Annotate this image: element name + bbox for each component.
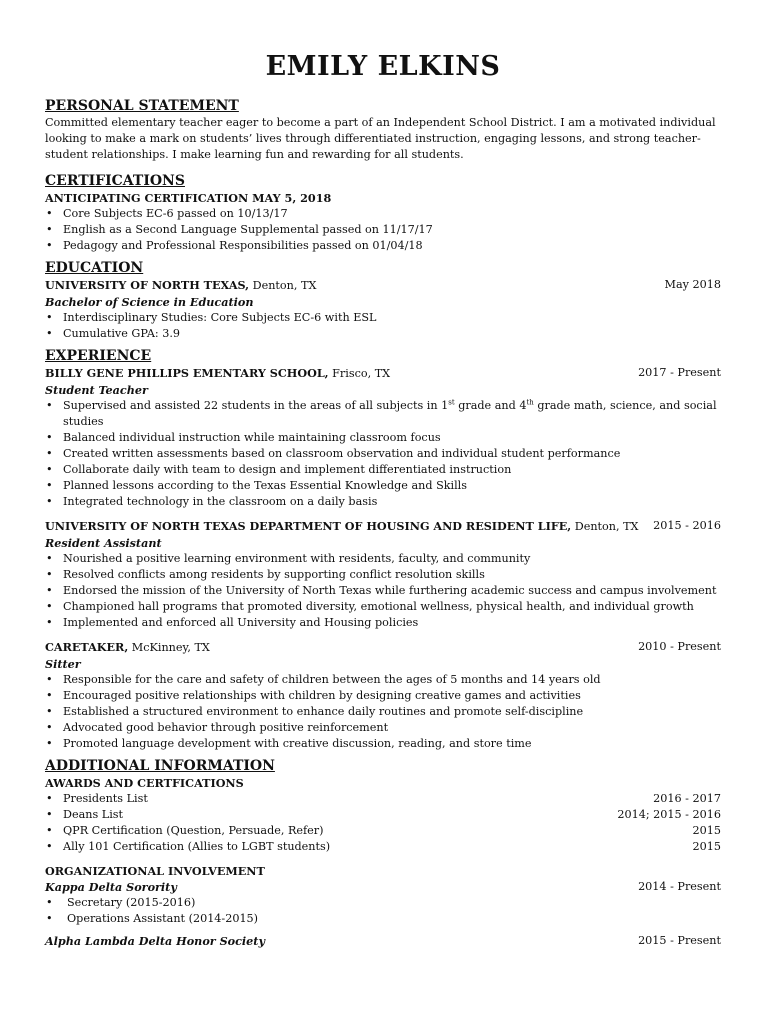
education-org: UNIVERSITY OF NORTH TEXAS, [45,278,250,292]
list-item: • Balanced individual instruction while maintaining classroom focus [45,430,721,446]
org-row [45,933,721,949]
list-item: • Implemented and enforced all University and Housing policies [45,615,721,631]
list-item: • Presidents List 2016 - 2017 [45,791,721,807]
education-date: May 2018 [664,278,721,291]
job-duties-list [45,398,721,510]
education-location: Denton, TX [249,279,317,292]
education-header-row [45,277,721,294]
list-item: • Supervised and assisted 22 students in the areas of all subjects in 1st grade and 4th grade math, science, and social studies [45,398,721,430]
job-header-row [45,518,721,535]
list-item: • Encouraged positive relationships with children by designing creative games and activities [45,688,721,704]
list-item: • Core Subjects EC-6 passed on 10/13/17 [45,206,721,222]
list-item: • Nourished a positive learning environment with residents, faculty, and community [45,551,721,567]
personal-statement-text: Committed elementary teacher eager to become a part of an Independent School District. I am a motivated individual looking to make a mark on students’ lives through differentiated instruction, engaging lessons, and strong teacher-student relationships. I make learning fun and rewarding for all students. [45,116,716,161]
list-item: • Endorsed the mission of the University of North Texas while furthering academic success and campus involvement [45,583,721,599]
job-header-row [45,639,721,656]
job-role: Student Teacher [45,383,148,397]
education-degree: Bachelor of Science in Education [45,295,254,309]
additional-information-section [45,758,721,949]
job-entry [45,639,721,752]
awards-subhead: AWARDS AND CERTFICATIONS [45,776,244,790]
job-org: BILLY GENE PHILLIPS EMENTARY SCHOOL, [45,366,329,380]
award-date: 2016 - 2017 [653,792,721,805]
section-title: CERTIFICATIONS [45,173,185,189]
section-title: EXPERIENCE [45,348,152,364]
job-location: Frisco, TX [328,367,391,380]
org-date: 2015 - Present [638,934,721,947]
personal-statement-section [45,98,721,163]
resume-name: EMILY ELKINS [265,51,501,82]
org-date: 2014 - Present [638,880,721,893]
org-name: Alpha Lambda Delta Honor Society [45,934,265,948]
list-item: • Resolved conflicts among residents by supporting conflict resolution skills [45,567,721,583]
job-header-row [45,365,721,382]
org-row [45,879,721,895]
job-date: 2015 - 2016 [653,519,721,532]
job-role: Sitter [45,657,81,671]
awards-list [45,791,721,855]
certifications-list [45,206,721,254]
job-entry [45,365,721,510]
org-name: Kappa Delta Sorority [45,880,177,894]
education-section [45,260,721,342]
job-location: McKinney, TX [128,641,210,654]
list-item: • Created written assessments based on classroom observation and individual student performance [45,446,721,462]
section-title: PERSONAL STATEMENT [45,98,239,114]
list-item: • Championed hall programs that promoted diversity, emotional wellness, physical health, and individual growth [45,599,721,615]
award-date: 2015 [692,840,721,853]
list-item: • Operations Assistant (2014-2015) [45,911,721,927]
list-item: • English as a Second Language Supplemental passed on 11/17/17 [45,222,721,238]
award-date: 2014; 2015 - 2016 [617,808,721,821]
list-item: • Pedagogy and Professional Responsibilities passed on 01/04/18 [45,238,721,254]
section-title: ADDITIONAL INFORMATION [45,758,275,774]
list-item: • Integrated technology in the classroom on a daily basis [45,494,721,510]
list-item: • Interdisciplinary Studies: Core Subjects EC-6 with ESL [45,310,721,326]
certifications-subhead: ANTICIPATING CERTIFICATION MAY 5, 2018 [45,191,332,205]
resume-page [45,50,721,949]
list-item: • Ally 101 Certification (Allies to LGBT students) 2015 [45,839,721,855]
job-role: Resident Assistant [45,536,162,550]
experience-section [45,348,721,752]
job-entry [45,518,721,631]
list-item: • Cumulative GPA: 3.9 [45,326,721,342]
list-item: • Responsible for the care and safety of children between the ages of 5 months and 14 years old [45,672,721,688]
certifications-section [45,173,721,254]
job-date: 2010 - Present [638,640,721,653]
job-date: 2017 - Present [638,366,721,379]
job-org: UNIVERSITY OF NORTH TEXAS DEPARTMENT OF HOUSING AND RESIDENT LIFE, [45,519,572,533]
list-item: • Secretary (2015-2016) [45,895,721,911]
job-duties-list [45,672,721,752]
org-roles-list [45,895,721,927]
job-location: Denton, TX [571,520,639,533]
list-item: • Deans List 2014; 2015 - 2016 [45,807,721,823]
job-duties-list [45,551,721,631]
list-item: • Collaborate daily with team to design and implement differentiated instruction [45,462,721,478]
list-item: • Established a structured environment to enhance daily routines and promote self-discipline [45,704,721,720]
award-date: 2015 [692,824,721,837]
job-org: CARETAKER, [45,640,129,654]
list-item: • Planned lessons according to the Texas Essential Knowledge and Skills [45,478,721,494]
list-item: • Advocated good behavior through positive reinforcement [45,720,721,736]
education-list [45,310,721,342]
org-involvement-subhead: ORGANIZATIONAL INVOLVEMENT [45,864,265,878]
list-item: • QPR Certification (Question, Persuade, Refer) 2015 [45,823,721,839]
section-title: EDUCATION [45,260,144,276]
list-item: • Promoted language development with creative discussion, reading, and store time [45,736,721,752]
